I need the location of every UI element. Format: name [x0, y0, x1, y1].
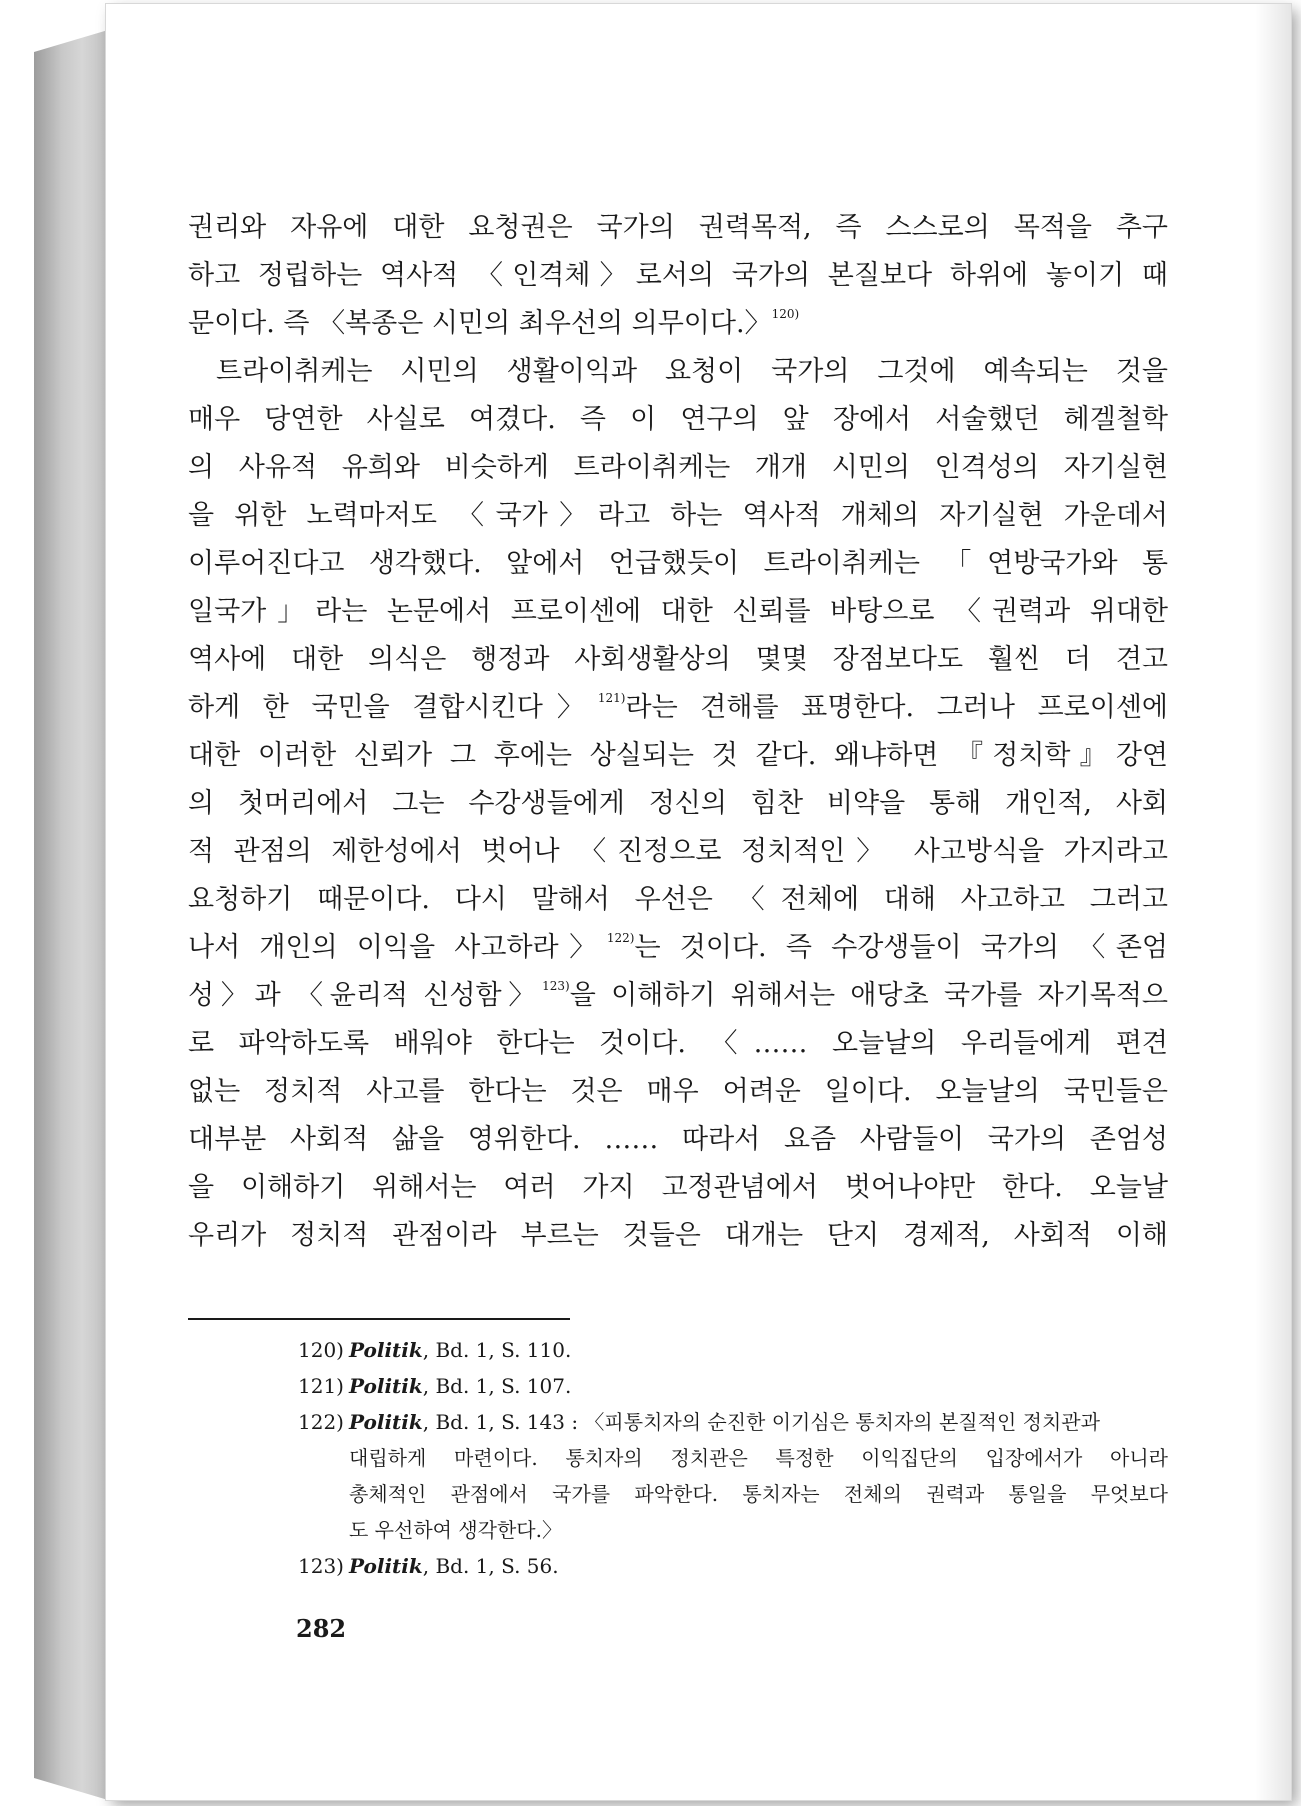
text-line: 의 첫머리에서 그는 수강생들에게 정신의 힘찬 비약을 통해 개인적, 사회	[188, 788, 1168, 819]
text-line: 요청하기 때문이다. 다시 말해서 우선은 〈전체에 대해 사고하고 그러고	[188, 884, 1168, 915]
footnote-text	[297, 1332, 1168, 1368]
text-line: 트라이취케는 시민의 생활이익과 요청이 국가의 그것에 예속되는 것을	[216, 356, 1168, 387]
text-line: 을 위한 노력마저도 〈국가〉라고 하는 역사적 개체의 자기실현 가운데서	[188, 500, 1168, 531]
text-line: 적 관점의 제한성에서 벗어나 〈진정으로 정치적인〉 사고방식을 가지라고	[188, 836, 1168, 867]
footnote-ref-121[interactable]: 121)	[597, 691, 626, 705]
text-line: 의 사유적 유희와 비슷하게 트라이취케는 개개 시민의 인격성의 자기실현	[188, 452, 1168, 483]
text-line: 문이다. 즉 〈복종은 시민의 최우선의 의무이다.〉$^{120)}$	[188, 307, 800, 339]
page-edge-shadow	[1255, 4, 1291, 1800]
text-line: 권리와 자유에 대한 요청권은 국가의 권력목적, 즉 스스로의 목적을 추구	[188, 212, 1168, 243]
footnote-number: 121)	[298, 1374, 344, 1398]
text-line: 로 파악하도록 배워야 한다는 것이다. 〈…… 오늘날의 우리들에게 편견	[188, 1028, 1168, 1059]
text-line: 이루어진다고 생각했다. 앞에서 언급했듯이 트라이취케는 「연방국가와 통	[188, 548, 1168, 579]
page-number: 282	[296, 1614, 347, 1643]
footnote-continuation: 총체적인 관점에서 국가를 파악한다. 통치자는 전체의 권력과 통일을 무엇보다	[349, 1482, 1168, 1506]
footnote-number: 122)	[298, 1410, 344, 1434]
text-line: 나서 개인의 이익을 사고하라〉$^{122)}$는 것이다. 즉 수강생들이 국가의 〈존엄	[188, 931, 1168, 963]
text-line: 매우 당연한 사실로 여겼다. 즉 이 연구의 앞 장에서 서술했던 헤겔철학	[188, 404, 1168, 435]
text-line: 일국가」라는 논문에서 프로이센에 대한 신뢰를 바탕으로 〈권력과 위대한	[188, 596, 1168, 627]
footnote-text	[297, 1404, 1168, 1440]
footnote-number: 123)	[298, 1554, 344, 1578]
text-line: 을 이해하기 위해서는 여러 가지 고정관념에서 벗어나야만 한다. 오늘날	[188, 1172, 1168, 1203]
footnote-number: 120)	[298, 1338, 344, 1362]
footnote-source: Politik	[349, 1410, 423, 1434]
text-line: 역사에 대한 의식은 행정과 사회생활상의 몇몇 장점보다도 훨씬 더 견고	[188, 644, 1168, 675]
footnote-divider	[188, 1318, 570, 1320]
footnote-ref-120[interactable]: 120)	[771, 307, 800, 321]
footnote-ref-122[interactable]: 122)	[606, 931, 635, 945]
footnote-citation: , Bd. 1, S. 56.	[422, 1554, 559, 1578]
text-line: 없는 정치적 사고를 한다는 것은 매우 어려운 일이다. 오늘날의 국민들은	[188, 1076, 1168, 1107]
footnote-continuation: 도 우선하여 생각한다.〉	[349, 1518, 562, 1542]
footnote-continuation: 대립하게 마련이다. 통치자의 정치관은 특정한 이익집단의 입장에서가 아니라	[349, 1446, 1168, 1470]
footnote-122	[188, 1404, 1168, 1548]
footnote-source: Politik	[349, 1338, 423, 1362]
footnote-ref-123[interactable]: 123)	[542, 979, 570, 993]
footnotes-section	[188, 1332, 1168, 1584]
footnote-citation: , Bd. 1, S. 143 : 〈피통치자의 순진한 이기심은 통치자의 본질적인 정치관과	[422, 1410, 1100, 1434]
book-spine-edge	[34, 30, 114, 1800]
text-line: 우리가 정치적 관점이라 부르는 것들은 대개는 단지 경제적, 사회적 이해	[188, 1220, 1168, 1251]
footnote-120	[188, 1332, 1168, 1368]
main-body-text	[188, 204, 1168, 1260]
footnote-121	[188, 1368, 1168, 1404]
text-line: 대부분 사회적 삶을 영위한다. …… 따라서 요즘 사람들이 국가의 존엄성	[188, 1124, 1168, 1155]
text-line: 하고 정립하는 역사적 〈인격체〉로서의 국가의 본질보다 하위에 놓이기 때	[188, 260, 1168, 291]
footnote-text	[297, 1548, 1168, 1584]
footnote-text	[297, 1368, 1168, 1404]
footnote-citation: , Bd. 1, S. 107.	[422, 1374, 572, 1398]
footnote-source: Politik	[349, 1374, 423, 1398]
footnote-source: Politik	[349, 1554, 423, 1578]
text-line: 하게 한 국민을 결합시킨다〉$^{121)}$라는 견해를 표명한다. 그러나 프로이센에	[188, 691, 1169, 723]
text-line: 성〉과 〈윤리적 신성함〉$^{123)}$을 이해하기 위해서는 애당초 국가를 자기목적으	[188, 979, 1168, 1011]
footnote-123	[188, 1548, 1168, 1584]
text-line: 대한 이러한 신뢰가 그 후에는 상실되는 것 같다. 왜냐하면 『정치학』강연	[188, 740, 1168, 771]
footnote-citation: , Bd. 1, S. 110.	[422, 1338, 572, 1362]
